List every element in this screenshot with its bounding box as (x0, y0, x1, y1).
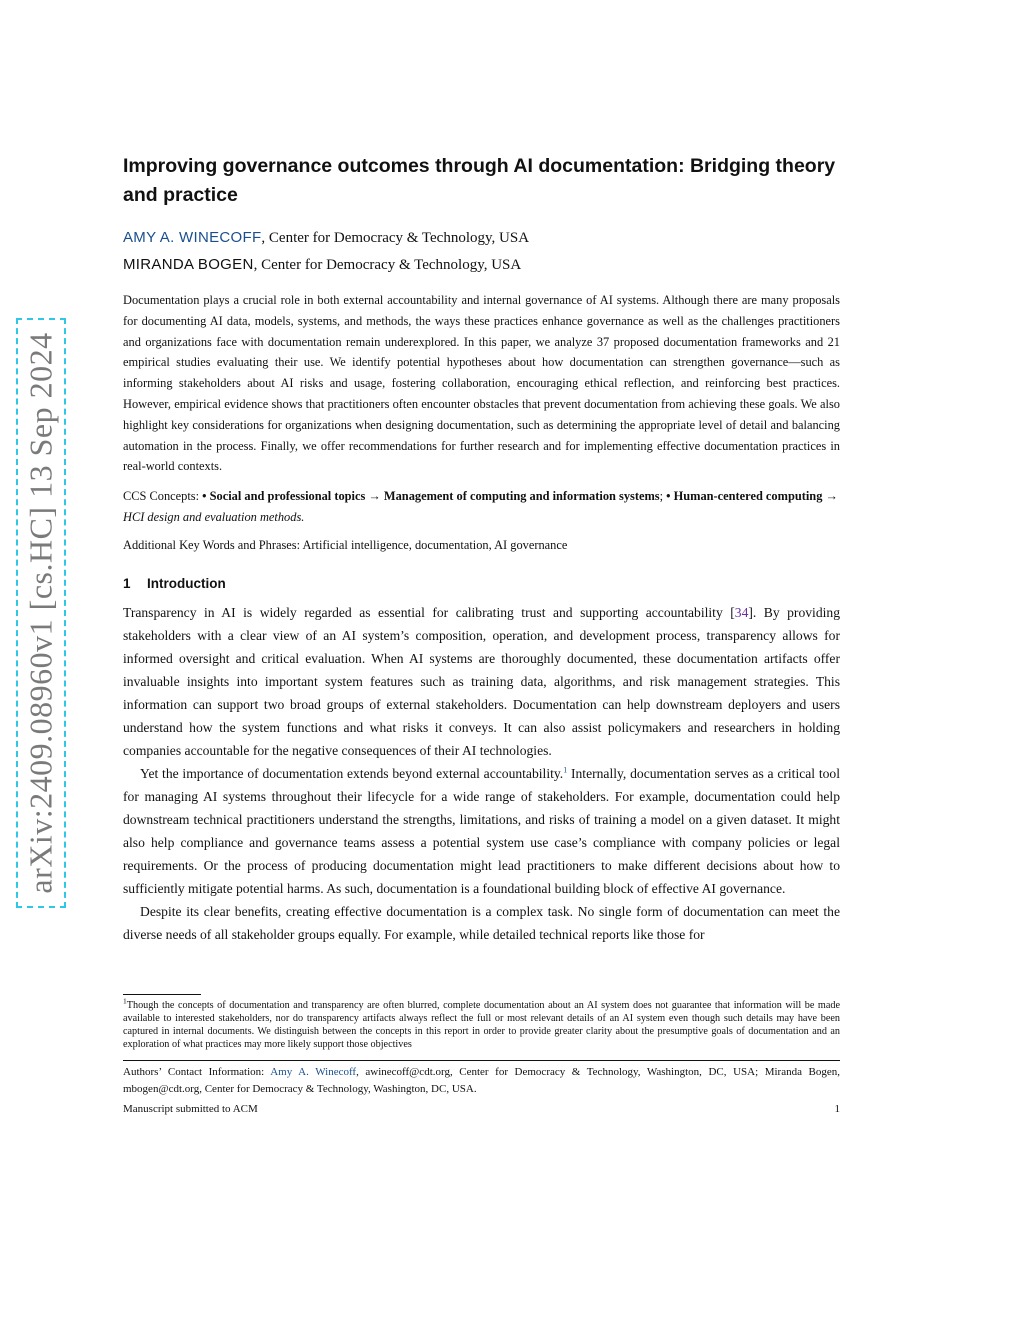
author-line-2 (123, 255, 840, 275)
contact-details: , awinecoff@cdt.org, Center for Democracy & Technology, Washington, DC, USA; Miranda Bogen, mbogen@cdt.org, Center for Democracy & Technology, Washington, DC, USA. (123, 1066, 840, 1095)
intro-paragraph-1 (123, 601, 840, 762)
paper-title: Improving governance outcomes through AI documentation: Bridging theory and practice (123, 155, 836, 206)
arxiv-stamp-text: arXiv:2409.08960v1 [cs.HC] 13 Sep 2024 (22, 332, 59, 894)
ccs-sub-1: Management of computing and information systems (383, 489, 660, 503)
section-number: 1 (123, 576, 131, 591)
ccs-arrow-2: → (822, 489, 838, 503)
author-name-1[interactable]: AMY A. WINECOFF (123, 229, 262, 246)
contact-rule (123, 1060, 840, 1061)
intro-paragraph-3: Despite its clear benefits, creating effective documentation is a complex task. No single form of documentation can meet the diverse needs of all stakeholder groups equally. For example, while detailed technical reports like those for (123, 904, 840, 942)
author-affiliation-2: , Center for Democracy & Technology, USA (253, 257, 522, 273)
footer-manuscript: Manuscript submitted to ACM (123, 1103, 258, 1115)
p2-text-a: Yet the importance of documentation extends beyond external accountability. (140, 766, 564, 781)
contact-label: Authors’ Contact Information: (123, 1066, 271, 1078)
abstract: Documentation plays a crucial role in both external accountability and internal governance of AI systems. Although there are many proposals for documenting AI data, models, systems, and methods, the ways these practices enhance governance as well as the challenges practitioners and organizations face with documentation remain underexplored. In this paper, we analyze 37 proposed documentation frameworks and 21 empirical studies evaluating their use. We identify potential hypotheses about how documentation can strengthen governance—such as informing stakeholders about AI risks and usage, fostering collaboration, encouraging ethical reflection, and reinforcing best practices. However, empirical evidence shows that practitioners often encounter obstacles that prevent documentation from achieving these goals. We also highlight key considerations for organizations when designing documentation, such as determining the appropriate level of detail and balancing automation in the process. Finally, we offer recommendations for further research and for implementing effective documentation practices in real-world contexts. (123, 293, 840, 474)
ccs-bullet-1: • Social and professional topics (202, 489, 366, 503)
footnote-marker[interactable]: 1 (563, 765, 568, 775)
ccs-sub-2: HCI design and evaluation methods. (123, 509, 305, 524)
ccs-arrow-1: → (365, 489, 384, 503)
arxiv-stamp (16, 318, 66, 908)
p1-text-a: Transparency in AI is widely regarded as essential for calibrating trust and supporting accountability [ (123, 605, 735, 620)
intro-paragraph-2 (123, 762, 840, 900)
footnote-text: Though the concepts of documentation and transparency are often blurred, complete documentation about an AI system does not guarantee that information will be made available to interested stakeholders, nor do transparency artifacts always reflect the full or most relevant details of an AI system even though such details may have been captured in internal documents. We distinguish between the concepts in this report in order to provide greater clarity about the presumptive goals of documentation and an exploration of what practices may more likely support those objectives (123, 1000, 840, 1050)
page-number: 1 (834, 1103, 840, 1115)
footnote-mark: 1 (123, 996, 127, 1006)
author-affiliation-1: , Center for Democracy & Technology, USA (261, 230, 530, 246)
author-contact (123, 1064, 840, 1098)
page-footer (123, 1101, 840, 1117)
p2-text-b: Internally, documentation serves as a critical tool for managing AI systems throughout their lifecycle for a wide range of stakeholders. For example, documentation could help downstream technical practitioners understand the strengths, limitations, and risks of training a model on a given dataset. It might also help compliance and governance teams assess a potential system use case’s compliance with company policies or legal requirements. Or the process of producing documentation might lead practitioners to make different decisions about how to sufficiently mitigate potential harms. As such, documentation is a foundational building block of effective AI governance. (123, 766, 840, 896)
intro-body (123, 601, 840, 946)
ccs-bullet-2: • Human-centered computing (666, 489, 823, 503)
section-heading (123, 575, 840, 593)
ccs-separator: ; (659, 489, 667, 503)
contact-author-link[interactable]: Amy A. Winecoff (270, 1066, 357, 1078)
footnote-rule (123, 994, 201, 995)
ccs-concepts (123, 486, 840, 528)
citation-link[interactable]: 34 (734, 605, 749, 620)
section-title: Introduction (147, 576, 226, 591)
author-name-2: MIRANDA BOGEN (123, 256, 254, 273)
author-line-1 (123, 228, 840, 248)
keywords: Additional Key Words and Phrases: Artificial intelligence, documentation, AI governance (123, 538, 568, 552)
p1-text-b: ]. By providing stakeholders with a clear view of an AI system’s composition, operation, and development process, transparency allows for informed oversight and critical evaluation. When AI systems are thoroughly documented, these documentation artifacts offer invaluable insights into important system features such as training data, algorithms, and risk management strategies. This information can support two broad groups of external stakeholders. Documentation can help downstream deployers and users understand how the system functions and what risks it conveys. It can also assist policymakers and researchers in holding companies accountable for the negative consequences of their AI technologies. (123, 605, 840, 758)
footnote (123, 996, 840, 1051)
ccs-label: CCS Concepts: (123, 489, 203, 503)
